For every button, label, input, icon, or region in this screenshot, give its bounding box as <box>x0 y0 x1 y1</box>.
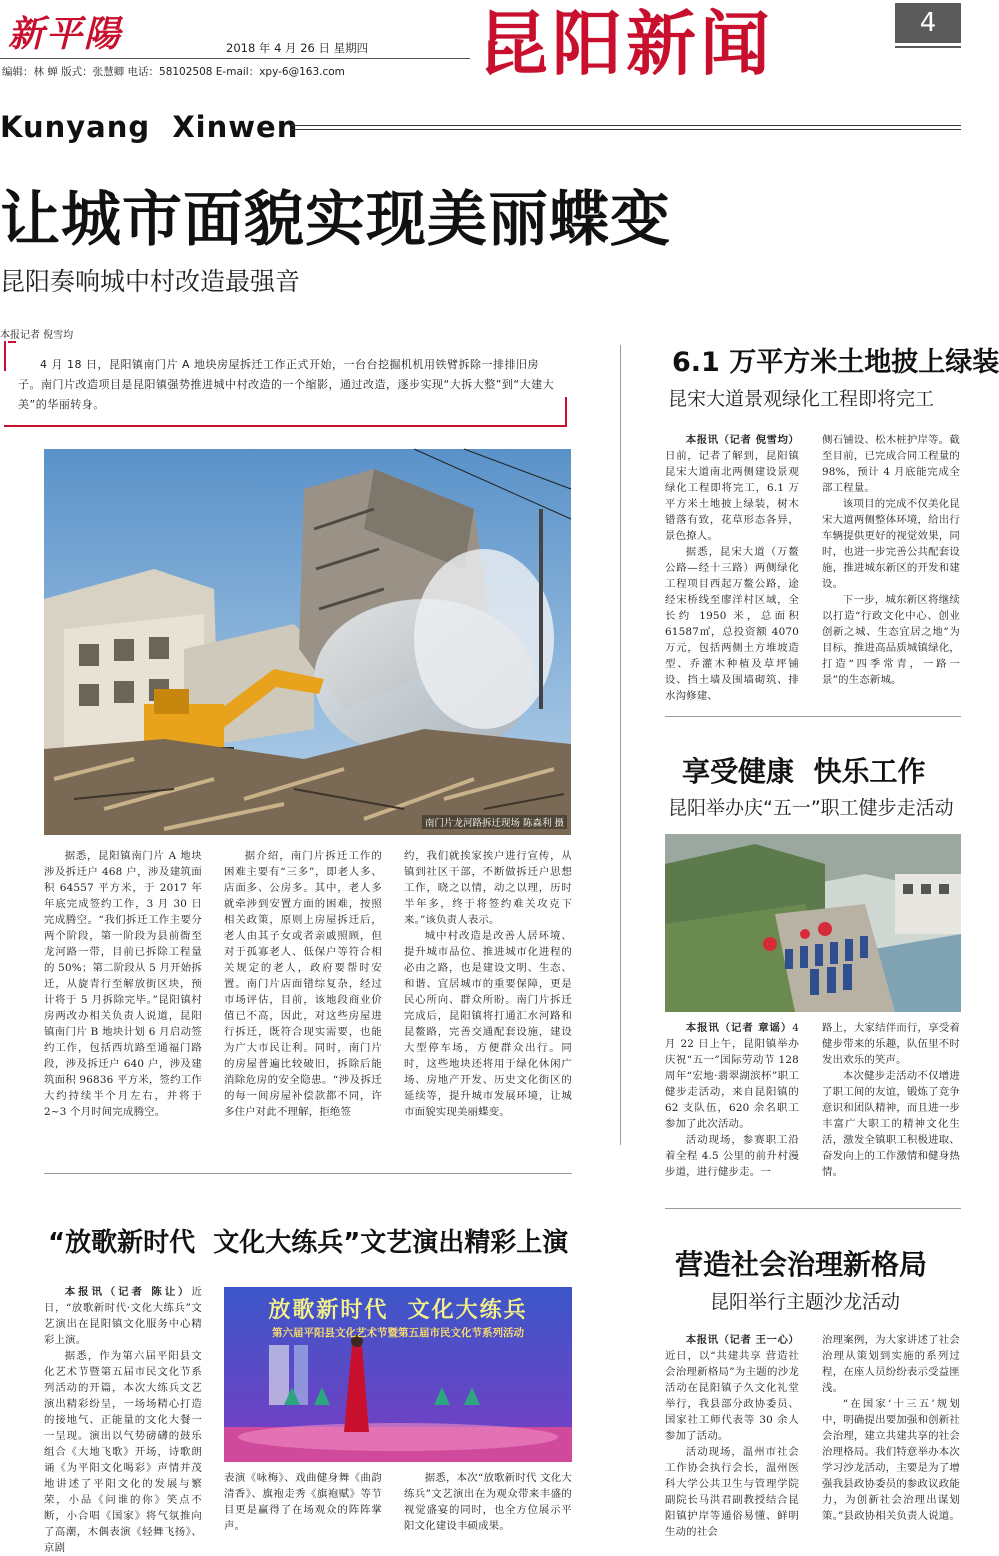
story5-headline: 营造社会治理新格局 <box>675 1248 928 1281</box>
story3-col1-p2: 活动现场，参赛职工沿着全程 4.5 公里的前升村漫步道，进行健步走。一 <box>665 1134 799 1178</box>
staff-line: 编辑：林 蝉 版式：张慧卿 电话：58102508 E-mail：xpy-6@163.com <box>2 66 345 78</box>
page-number-box <box>895 3 961 43</box>
lead-col3-p1: 约，我们就挨家挨户进行宣传，从镇到社区干部，不断做拆迁户思想工作，晓之以情，动之以理，历时半年多，终于将签约难关攻克下来。”该负责人表示。 <box>404 850 572 926</box>
story5-col2-p1: 治理案例，为大家讲述了社会治理从策划到实施的系列过程，在座人员纷纷表示受益匪浅。 <box>822 1334 960 1394</box>
page-number: 4 <box>919 8 937 38</box>
lead-subhead: 昆阳奏响城中村改造最强音 <box>0 267 301 296</box>
story5-col2 <box>822 1332 960 1524</box>
stage-photo <box>224 1287 572 1462</box>
pinyin-rule <box>291 125 961 130</box>
story2-col2-p1: 侧石铺设、松木桩护岸等。截至目前，已完成合同工程量的 98%，预计 4 月底能完成全部工程量。 <box>822 434 960 494</box>
lead-photo-caption: 南门片龙河路拆迁现场 陈森利 摄 <box>422 815 567 829</box>
masthead-rule <box>0 58 470 59</box>
column-divider <box>620 345 621 1145</box>
story2-col1-lead: 日前，记者了解到，昆阳镇昆宋大道南北两侧建设景观绿化工程即将完工，6.1 万平方米土地披上绿装，树木错落有致，花草形态各异，景色撩人。 <box>665 450 799 542</box>
story2-col1 <box>665 432 799 704</box>
story2-col2 <box>822 432 960 688</box>
walk-photo-graphic <box>665 834 961 1012</box>
story4-col2-text: 表演《咏梅》、戏曲健身舞《曲韵清香》、旗袍走秀《旗袍赋》等节目更是赢得了在场观众的阵阵掌声。 <box>224 1472 382 1532</box>
stage-banner-main: 放歌新时代 文化大练兵 <box>268 1297 528 1323</box>
section-pinyin: Kunyang Xinwen <box>0 110 299 144</box>
newspaper-logo: 新平陽 <box>8 13 123 55</box>
story4-col3 <box>404 1470 572 1534</box>
story2-headline: 6.1 万平方米土地披上绿装 <box>672 347 999 378</box>
story3-byline: 本报讯（记者 章谣） <box>685 1022 793 1034</box>
story3-col1 <box>665 1020 799 1180</box>
story4-headline: “放歌新时代 文化大练兵”文艺演出精彩上演 <box>48 1228 569 1258</box>
story4-col1 <box>44 1284 202 1556</box>
lead-col1-text: 据悉，昆阳镇南门片 A 地块涉及拆迁户 468 户，涉及建筑面积 64557 平方米，于 2017 年年底完成签约工作，3 月 30 日完成腾空。“我们拆迁工作主要分两个阶段，第一阶段为县前衙至龙河路一带，目前已拆除工程量的 50%；第二阶段从 5 月开始拆迁，从旋青行至解放街区块，预计将于 5 月拆除完毕。”昆阳镇村房两改办相关负责人说道，昆阳镇南门片 B 地块计划 6 月启动签约工作，包括西坑路至通福门路段，涉及拆迁户 640 户，涉及建筑面积 96836 平方米，签约工作大约持续半个月左右，并将于 2~3 个月时间完成腾空。 <box>44 850 202 1118</box>
story3-bottom-rule <box>665 1208 961 1209</box>
story2-byline: 本报讯（记者 倪雪均） <box>685 434 799 446</box>
demolition-photo <box>44 449 571 835</box>
story5-byline: 本报讯（记者 王一心） <box>685 1334 799 1346</box>
demolition-photo-graphic <box>44 449 571 835</box>
issue-date: 2018 年 4 月 26 日 星期四 <box>226 41 369 55</box>
story4-col2 <box>224 1470 382 1534</box>
story3-headline: 享受健康 快乐工作 <box>682 755 926 788</box>
section-title: 昆阳新闻 <box>478 3 774 85</box>
story3-col2 <box>822 1020 960 1180</box>
lead-body-col2 <box>224 848 382 1120</box>
story4-byline: 本报讯（记者 陈让） <box>64 1286 192 1298</box>
lead-bottom-rule <box>44 1173 572 1174</box>
story2-col2-p3: 下一步，城东新区将继续以打造“行政文化中心、创业创新之城、生态宜居之地”为目标，推进高品质城镇绿化，打造“四季常青，一路一景”的生态新城。 <box>822 594 960 686</box>
story2-col1-p2: 据悉，昆宋大道（万鳌公路—经十三路）两侧绿化工程项目西起万鳌公路，途经宋桥线至廖洋村区域，全长约 1950 米，总面积 61587㎡，总投资额 4070 万元，包括两侧土方堆坡造型、乔灌木种植及草坪铺设、挡土墙及围墙砌筑、排水沟修建、 <box>665 546 799 702</box>
lead-body-col3 <box>404 848 572 1120</box>
story3-col2-p1: 路上，大家结伴而行，享受着健步带来的乐趣，队伍里不时发出欢乐的笑声。 <box>822 1022 960 1066</box>
lead-body-col1 <box>44 848 202 1120</box>
lead-summary-box <box>4 341 567 427</box>
page-number-rule <box>895 46 961 48</box>
story4-col1-lead: 近日，“放歌新时代·文化大练兵”文艺演出在昆阳镇文化服务中心精彩上演。 <box>44 1286 202 1346</box>
stage-banner-sub: 第六届平阳县文化艺术节暨第五届市民文化节系列活动 <box>272 1327 524 1339</box>
lead-col2-text: 据介绍，南门片拆迁工作的困难主要有“三多”，即老人多、店面多、公房多。其中，老人多就牵涉到安置方面的困难，按照相关政策，原则上房屋拆迁后，老人由其子女或者亲戚照顾，但对于孤寡老人、低保户等符合相关规定的老人，政府要帮时安置。南门片店面错综复杂，经过市场评估，目前，该地段商业价值已不高，因此，对这些房屋进行拆迁，既符合现实需要，也能为广大市民让利。同时，南门片的房屋普遍比较破旧，拆除后能消除危房的安全隐患。“涉及拆迁的每一间房屋补偿款都不同，许多住户对此不理解，拒绝签 <box>224 850 382 1118</box>
story5-col2-p2: “在国家‘十三五’规划中，明确提出要加强和创新社会治理，建立共建共享的社会治理格局。我们特意举办本次学习沙龙活动，主要是为了增强我县政协委员的参政议政能力，为创新社会治理出谋划策。”县政协相关负责人说道。 <box>822 1398 960 1522</box>
lead-headline: 让城市面貌实现美丽蝶变 <box>0 185 671 255</box>
story3-col2-p2: 本次健步走活动不仅增进了职工间的友谊，锻炼了竞争意识和团队精神，而且进一步丰富广大职工的精神文化生活，激发全镇职工积极进取、奋发向上的工作激情和健身热情。 <box>822 1070 960 1178</box>
story2-subhead: 昆宋大道景观绿化工程即将完工 <box>668 388 935 410</box>
story5-subhead: 昆阳举行主题沙龙活动 <box>710 1291 901 1313</box>
walk-photo <box>665 834 961 1012</box>
story5-col1-lead: 近日，以“共建共享 营造社会治理新格局”为主题的沙龙活动在昆阳镇子久文化礼堂举行，我县部分政协委员、国家社工师代表等 30 余人参加了活动。 <box>665 1350 799 1442</box>
story3-col1-lead: 4 月 22 日上午，昆阳镇举办庆祝“五一”国际劳动节 128 周年“宏地·翡翠湖滨杯”职工健步走活动，来自昆阳镇的 62 支队伍，620 余名职工参加了此次活动。 <box>665 1022 799 1130</box>
lead-reporter: 本报记者 倪雪均 <box>0 330 74 341</box>
lead-col3-p2: 城中村改造是改善人居环境、提升城市品位、推进城市化进程的必由之路，也是建设文明、生态、和谐、宜居城市的重要保障，更是民心所向、群众所盼。南门片拆迁完成后，昆阳镇将打通汇水河路和昆鳌路，完善交通配套设施，建设大型停车场，方便群众出行。同时，这些地块还将用于绿化休闲广场、房地产开发、历史文化街区的延续等，提升城市发展环境，让城市面貌实现美丽蝶变。 <box>404 930 572 1118</box>
story4-col3-text: 据悉，本次“放歌新时代 文化大练兵”文艺演出在为观众带来丰盛的视觉盛宴的同时，也全方位展示平阳文化建设丰硕成果。 <box>404 1472 572 1532</box>
lead-summary: 4 月 18 日，昆阳镇南门片 A 地块房屋拆迁工作正式开始，一台台挖掘机机用铁臂拆除一排排旧房子。南门片改造项目是昆阳镇强势推进城中村改造的一个缩影，通过改造，逐步实现“大拆大整”到“大建大美”的华丽转身。 <box>18 358 555 411</box>
story3-subhead: 昆阳举办庆“五一”职工健步走活动 <box>668 797 954 819</box>
story4-col1-p2: 据悉，作为第六届平阳县文化艺术节暨第五届市民文化节系列活动的开篇，本次大练兵文艺演出精彩纷呈，一场场精心打造的接地气、正能量的文化大餐一一呈现。演出以气势磅礴的鼓乐组合《大地飞歌》开场，诗歌朗诵《为平阳文化喝彩》声情并茂地讲述了平阳文化的发展与繁荣，小品《问谁的你》笑点不断，小合唱《国家》将气氛推向了高潮，木偶表演《轻舞飞扬》、京剧 <box>44 1350 202 1554</box>
story5-col1 <box>665 1332 799 1540</box>
story2-col2-p2: 该项目的完成不仅美化昆宋大道两侧整体环境，给出行车辆提供更好的视觉效果，同时，也进一步完善公共配套设施，推进城东新区的开发和建设。 <box>822 498 960 590</box>
story5-col1-p2: 活动现场，温州市社会工作协会执行会长，温州医科大学公共卫生与管理学院副院长马洪君副教授结合昆阳镇护岸等通俗易懂、鲜明生动的社会 <box>665 1446 799 1538</box>
story2-bottom-rule <box>665 716 961 717</box>
